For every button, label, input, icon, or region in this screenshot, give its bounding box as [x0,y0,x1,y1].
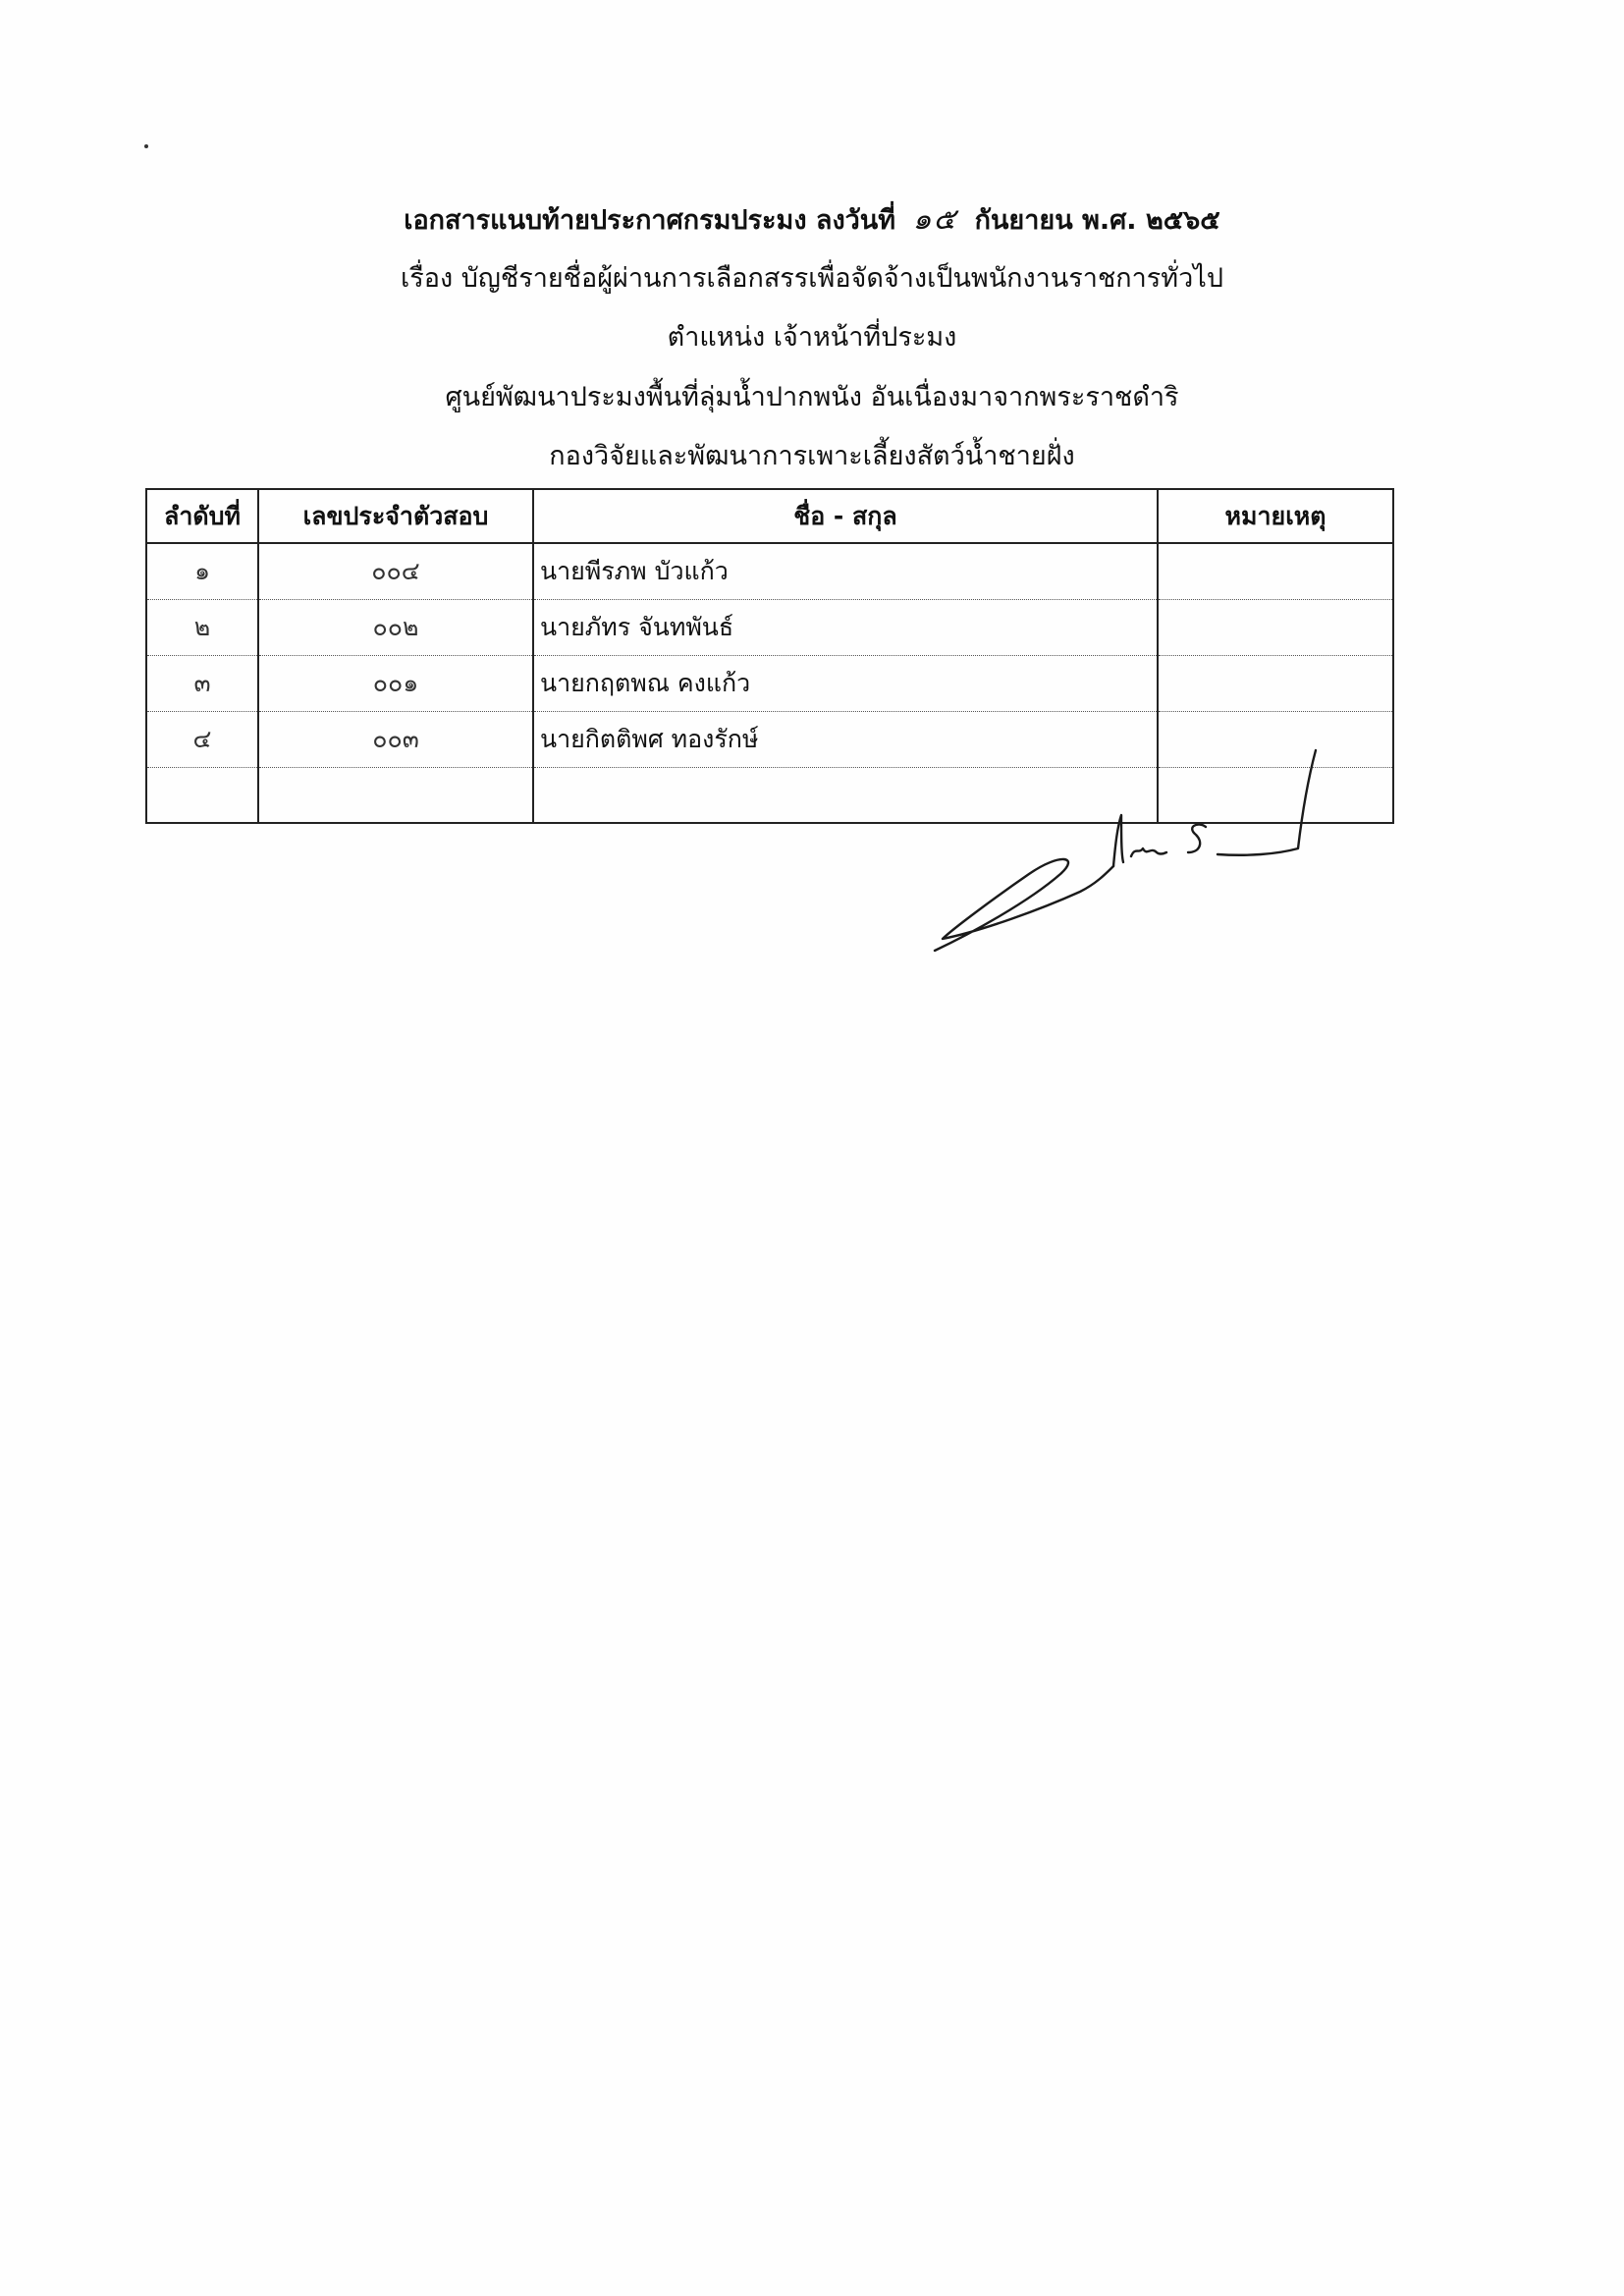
column-header-exam-id: เลขประจำตัวสอบ [258,489,533,543]
cell-remark [1158,543,1393,599]
cell-name: นายภัทร จันทพันธ์ [533,599,1158,655]
header-date-day: ๑๕ [912,202,958,237]
header-title-prefix: เอกสารแนบท้ายประกาศกรมประมง ลงวันที่ [404,205,896,236]
cell-exam-id: ๐๐๓ [258,711,533,767]
header-division: กองวิจัยและพัฒนาการเพาะเลี้ยงสัตว์น้ำชายฝั่ง [549,441,1075,471]
cell-remark [1158,655,1393,711]
table-header-row [146,489,1393,543]
cell-name: นายพีรภพ บัวแก้ว [533,543,1158,599]
scan-speck [144,144,148,148]
column-header-seq: ลำดับที่ [146,489,258,543]
cell-seq: ๑ [146,543,258,599]
cell-name: นายกิตติพศ ทองรักษ์ [533,711,1158,767]
handwritten-signature-icon [913,737,1345,972]
cell-name: นายกฤตพณ คงแก้ว [533,655,1158,711]
header-title [0,200,1624,241]
table-row [146,655,1393,711]
column-header-name: ชื่อ - สกุล [533,489,1158,543]
cell-seq: ๔ [146,711,258,767]
header-position: ตำแหน่ง เจ้าหน้าที่ประมง [667,322,957,353]
cell-exam-id: ๐๐๒ [258,599,533,655]
table-row [146,543,1393,599]
cell-exam-id [258,767,533,823]
column-header-remark: หมายเหตุ [1158,489,1393,543]
cell-remark [1158,599,1393,655]
cell-seq: ๓ [146,655,258,711]
table-row [146,599,1393,655]
cell-seq: ๒ [146,599,258,655]
cell-exam-id: ๐๐๑ [258,655,533,711]
cell-exam-id: ๐๐๔ [258,543,533,599]
header-title-suffix: กันยายน พ.ศ. ๒๕๖๕ [974,205,1220,236]
header-center: ศูนย์พัฒนาประมงพื้นที่ลุ่มน้ำปากพนัง อันเนื่องมาจากพระราชดำริ [445,382,1179,412]
header-subject: เรื่อง บัญชีรายชื่อผู้ผ่านการเลือกสรรเพื่อจัดจ้างเป็นพนักงานราชการทั่วไป [401,263,1223,294]
cell-seq [146,767,258,823]
